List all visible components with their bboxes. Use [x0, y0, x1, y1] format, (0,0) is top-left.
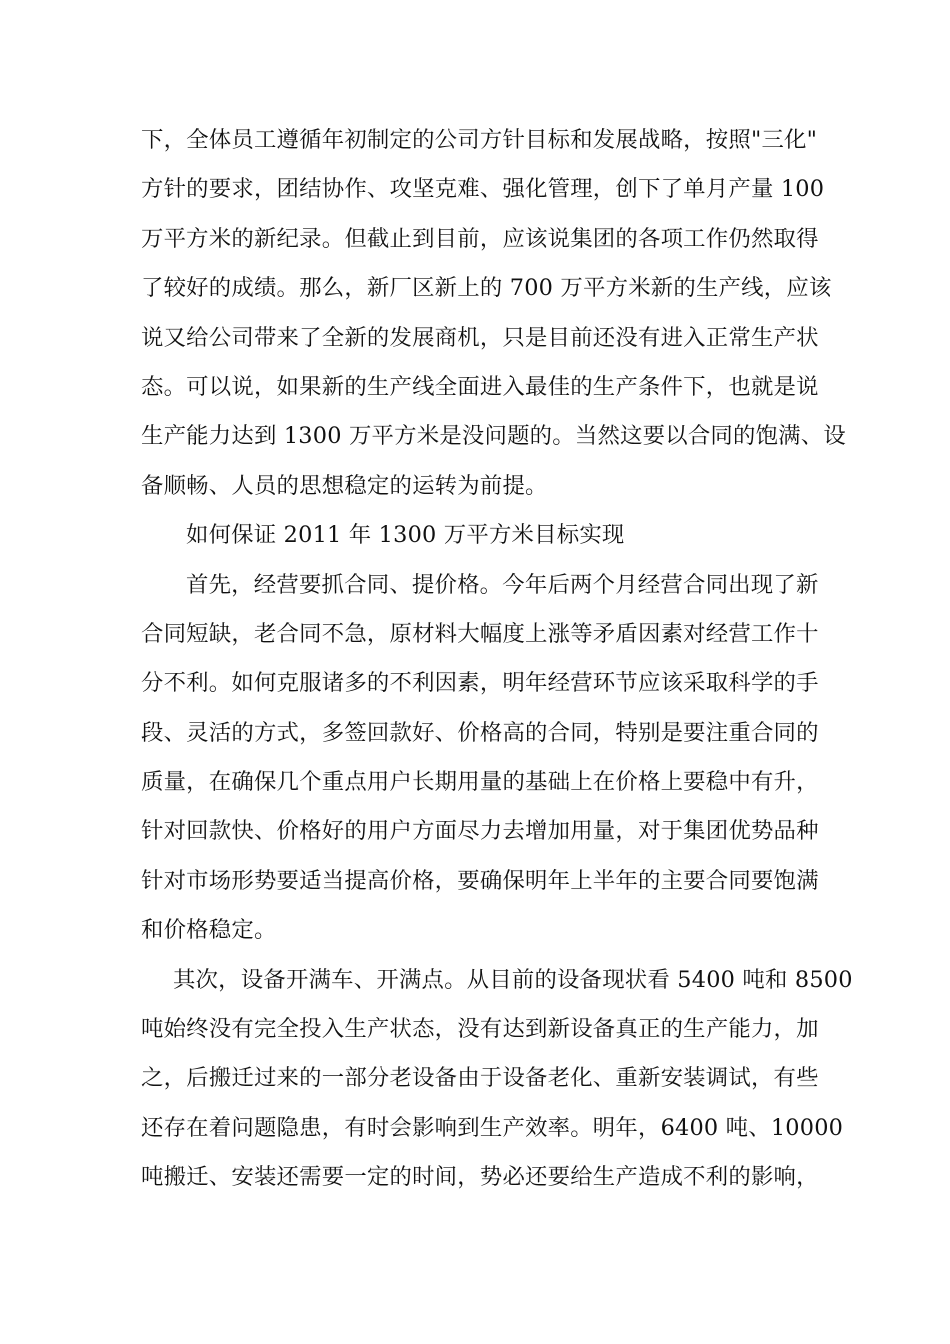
- paragraph-line: 分不利。如何克服诸多的不利因素，明年经营环节应该采取科学的手: [141, 670, 819, 697]
- paragraph-line: 针对回款快、价格好的用户方面尽力去增加用量，对于集团优势品种: [141, 818, 819, 845]
- paragraph-line: 态。可以说，如果新的生产线全面进入最佳的生产条件下，也就是说: [141, 373, 819, 400]
- paragraph-line: 其次，设备开满车、开满点。从目前的设备现状看 5400 吨和 8500: [173, 966, 853, 993]
- paragraph-line: 吨搬迁、安装还需要一定的时间，势必还要给生产造成不利的影响，: [141, 1164, 819, 1191]
- paragraph-line: 质量，在确保几个重点用户长期用量的基础上在价格上要稳中有升，: [141, 769, 819, 796]
- paragraph-line: 还存在着问题隐患，有时会影响到生产效率。明年，6400 吨、10000: [141, 1114, 844, 1141]
- paragraph-line: 生产能力达到 1300 万平方米是没问题的。当然这要以合同的饱满、设: [141, 423, 846, 450]
- paragraph-line: 合同短缺，老合同不急，原材料大幅度上涨等矛盾因素对经营工作十: [141, 620, 819, 647]
- paragraph-line: 和价格稳定。: [141, 917, 277, 944]
- paragraph-line: 备顺畅、人员的思想稳定的运转为前提。: [141, 472, 548, 499]
- paragraph-line: 说又给公司带来了全新的发展商机，只是目前还没有进入正常生产状: [141, 324, 819, 351]
- paragraph-line: 方针的要求，团结协作、攻坚克难、强化管理，创下了单月产量 100: [141, 176, 825, 203]
- paragraph-line: 之，后搬迁过来的一部分老设备由于设备老化、重新安装调试，有些: [141, 1065, 819, 1092]
- paragraph-line: 下，全体员工遵循年初制定的公司方针目标和发展战略，按照"三化": [141, 127, 818, 153]
- section-heading: 如何保证 2011 年 1300 万平方米目标实现: [186, 522, 625, 549]
- body-text: [141, 116, 853, 1203]
- paragraph-line: 了较好的成绩。那么，新厂区新上的 700 万平方米新的生产线，应该: [141, 275, 832, 302]
- paragraph-line: 吨始终没有完全投入生产状态，没有达到新设备真正的生产能力，加: [141, 1016, 819, 1043]
- paragraph-line: 段、灵活的方式，多签回款好、价格高的合同，特别是要注重合同的: [141, 719, 819, 746]
- paragraph-line: 针对市场形势要适当提高价格，要确保明年上半年的主要合同要饱满: [141, 867, 819, 894]
- paragraph-line: 首先，经营要抓合同、提价格。今年后两个月经营合同出现了新: [186, 571, 819, 598]
- paragraph-line: 万平方米的新纪录。但截止到目前，应该说集团的各项工作仍然取得: [141, 225, 819, 252]
